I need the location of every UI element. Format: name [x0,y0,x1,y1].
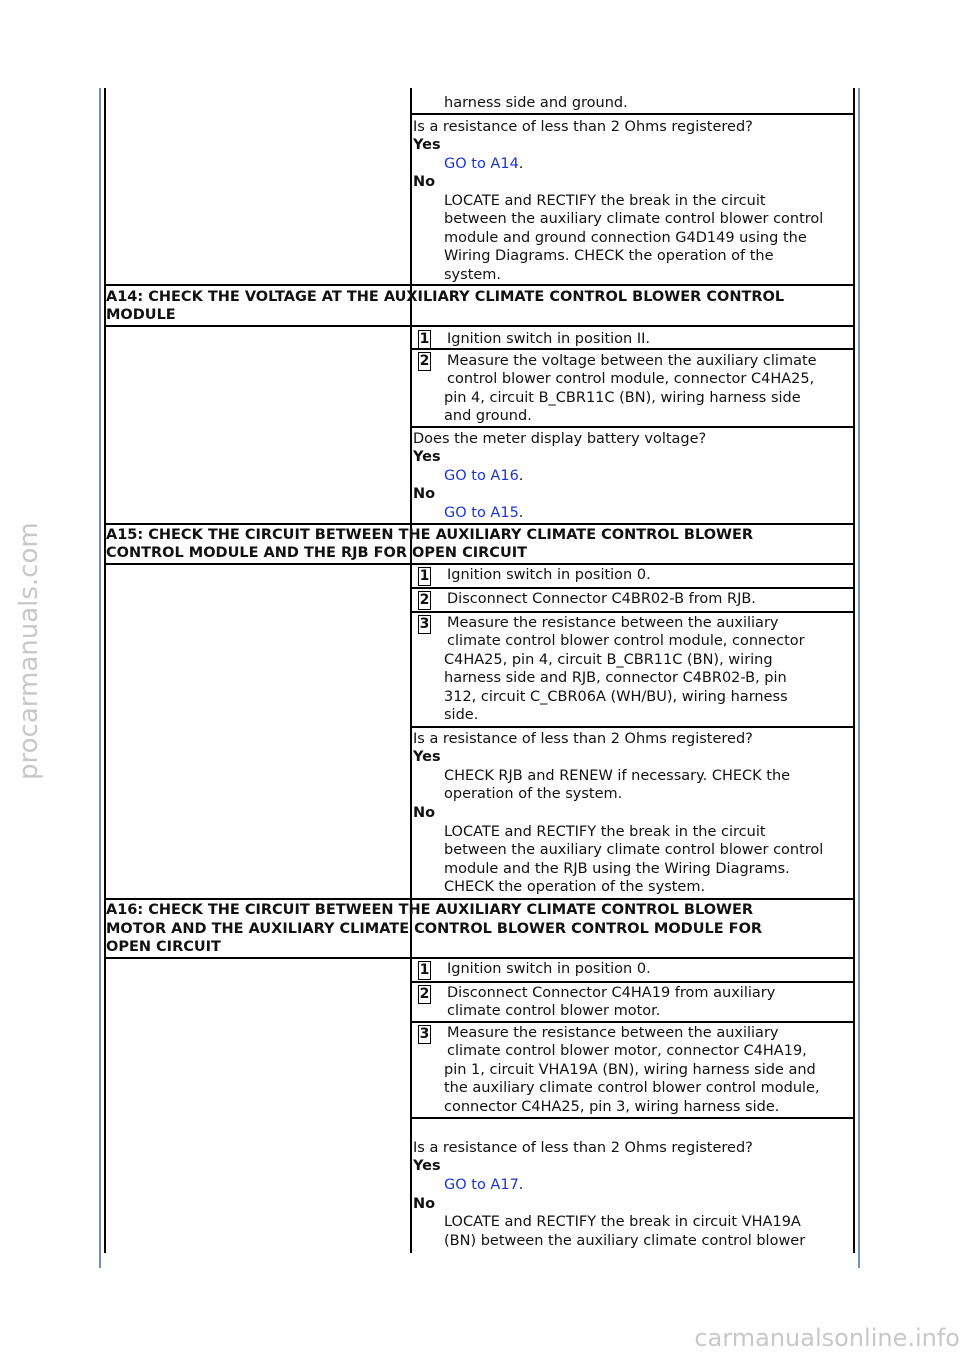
row-rule [104,325,855,327]
step-number-badge: 3 [419,1026,430,1042]
no-action-line: LOCATE and RECTIFY the break in the circuit [444,193,766,209]
a14-title-line: A14: CHECK THE VOLTAGE AT THE AUXILIARY CLIMATE CONTROL BLOWER CONTROL [106,289,785,305]
row-rule [410,611,855,613]
go-to-a17-link[interactable]: GO to A17 [444,1177,519,1193]
row-rule [410,726,855,728]
row-rule [410,426,855,428]
watermark-carmanualsonline: carmanualsonline.info [694,1324,960,1352]
table-border-left [104,88,106,1253]
step-text: Measure the voltage between the auxiliary climate [447,353,817,369]
step-text: Ignition switch in position 0. [447,961,651,977]
no-link-row: GO to A15. [444,505,524,521]
table-column-divider [410,88,412,1253]
step-text: climate control blower control module, connector [447,633,805,649]
page-border-right-blue [858,88,860,1268]
row-rule [104,957,855,959]
step-text: Measure the resistance between the auxiliary [447,615,779,631]
yes-label: Yes [413,137,441,153]
row-rule [104,523,855,525]
no-label: No [413,174,436,190]
yes-label: Yes [413,449,441,465]
yes-label: Yes [413,749,441,765]
step-text: harness side and RJB, connector C4BR02-B, pin [444,670,787,686]
step-number-badge: 2 [419,986,430,1002]
step-text: climate control blower motor, connector C4HA19, [447,1043,807,1059]
a15-title-line: A15: CHECK THE CIRCUIT BETWEEN THE AUXILIARY CLIMATE CONTROL BLOWER [106,527,754,543]
step-number-badge: 2 [419,592,430,608]
question-text: Is a resistance of less than 2 Ohms registered? [413,119,753,135]
go-to-a15-link[interactable]: GO to A15 [444,505,519,521]
question-text: Is a resistance of less than 2 Ohms registered? [413,1140,753,1156]
row-rule [410,113,855,115]
step-text: and ground. [444,408,532,424]
no-action-line: system. [444,267,502,283]
row-rule [410,1117,855,1119]
row-rule [104,563,855,565]
row-rule [410,1021,855,1023]
row-rule [410,981,855,983]
question-text: Is a resistance of less than 2 Ohms registered? [413,731,753,747]
continued-text: harness side and ground. [444,95,628,111]
step-text: pin 1, circuit VHA19A (BN), wiring harness side and [444,1062,816,1078]
no-action-line: between the auxiliary climate control blower control [444,211,824,227]
no-action-line: (BN) between the auxiliary climate control blower [444,1233,806,1249]
yes-link-row: GO to A14. [444,156,524,172]
no-action-line: module and the RJB using the Wiring Diagrams. [444,861,790,877]
yes-action-line: operation of the system. [444,786,623,802]
step-text: the auxiliary climate control blower control module, [444,1080,820,1096]
watermark-procarmanuals: procarmanuals.com [14,522,44,780]
step-text: connector C4HA25, pin 3, wiring harness side. [444,1099,780,1115]
page-border-left-blue [99,88,101,1268]
a15-title-line: CONTROL MODULE AND THE RJB FOR OPEN CIRCUIT [106,545,528,561]
step-text: Measure the resistance between the auxiliary [447,1025,779,1041]
step-text: C4HA25, pin 4, circuit B_CBR11C (BN), wiring [444,652,773,668]
yes-link-row: GO to A16. [444,468,524,484]
no-action-line: between the auxiliary climate control blower control [444,842,824,858]
go-to-a14-link[interactable]: GO to A14 [444,156,519,172]
go-to-a16-link[interactable]: GO to A16 [444,468,519,484]
step-text: Disconnect Connector C4BR02-B from RJB. [447,591,756,607]
yes-link-row: GO to A17. [444,1177,524,1193]
a16-title-line: OPEN CIRCUIT [106,939,221,955]
table-border-right [853,88,855,1253]
step-number-badge: 1 [419,331,430,347]
step-text: Ignition switch in position II. [447,331,651,347]
step-text: side. [444,707,479,723]
step-number-badge: 1 [419,568,430,584]
step-number-badge: 1 [419,962,430,978]
row-rule [104,898,855,900]
no-label: No [413,1196,436,1212]
step-text: Ignition switch in position 0. [447,567,651,583]
no-action-line: LOCATE and RECTIFY the break in circuit VHA19A [444,1214,801,1230]
row-rule [410,587,855,589]
step-text: pin 4, circuit B_CBR11C (BN), wiring harness side [444,390,801,406]
no-action-line: module and ground connection G4D149 using the [444,230,807,246]
step-text: 312, circuit C_CBR06A (WH/BU), wiring harness [444,689,788,705]
question-text: Does the meter display battery voltage? [413,431,707,447]
no-label: No [413,486,436,502]
step-number-badge: 3 [419,616,430,632]
a16-title-line: A16: CHECK THE CIRCUIT BETWEEN THE AUXILIARY CLIMATE CONTROL BLOWER [106,902,754,918]
no-label: No [413,805,436,821]
step-text: Disconnect Connector C4HA19 from auxiliary [447,985,776,1001]
no-action-line: Wiring Diagrams. CHECK the operation of the [444,248,774,264]
no-action-line: CHECK the operation of the system. [444,879,706,895]
step-text: climate control blower motor. [447,1003,661,1019]
a14-title-line: MODULE [106,307,176,323]
a16-title-line: MOTOR AND THE AUXILIARY CLIMATE CONTROL BLOWER CONTROL MODULE FOR [106,921,763,937]
step-text: control blower control module, connector C4HA25, [447,371,815,387]
yes-label: Yes [413,1158,441,1174]
no-action-line: LOCATE and RECTIFY the break in the circuit [444,824,766,840]
step-number-badge: 2 [419,353,430,369]
yes-action-line: CHECK RJB and RENEW if necessary. CHECK the [444,768,791,784]
